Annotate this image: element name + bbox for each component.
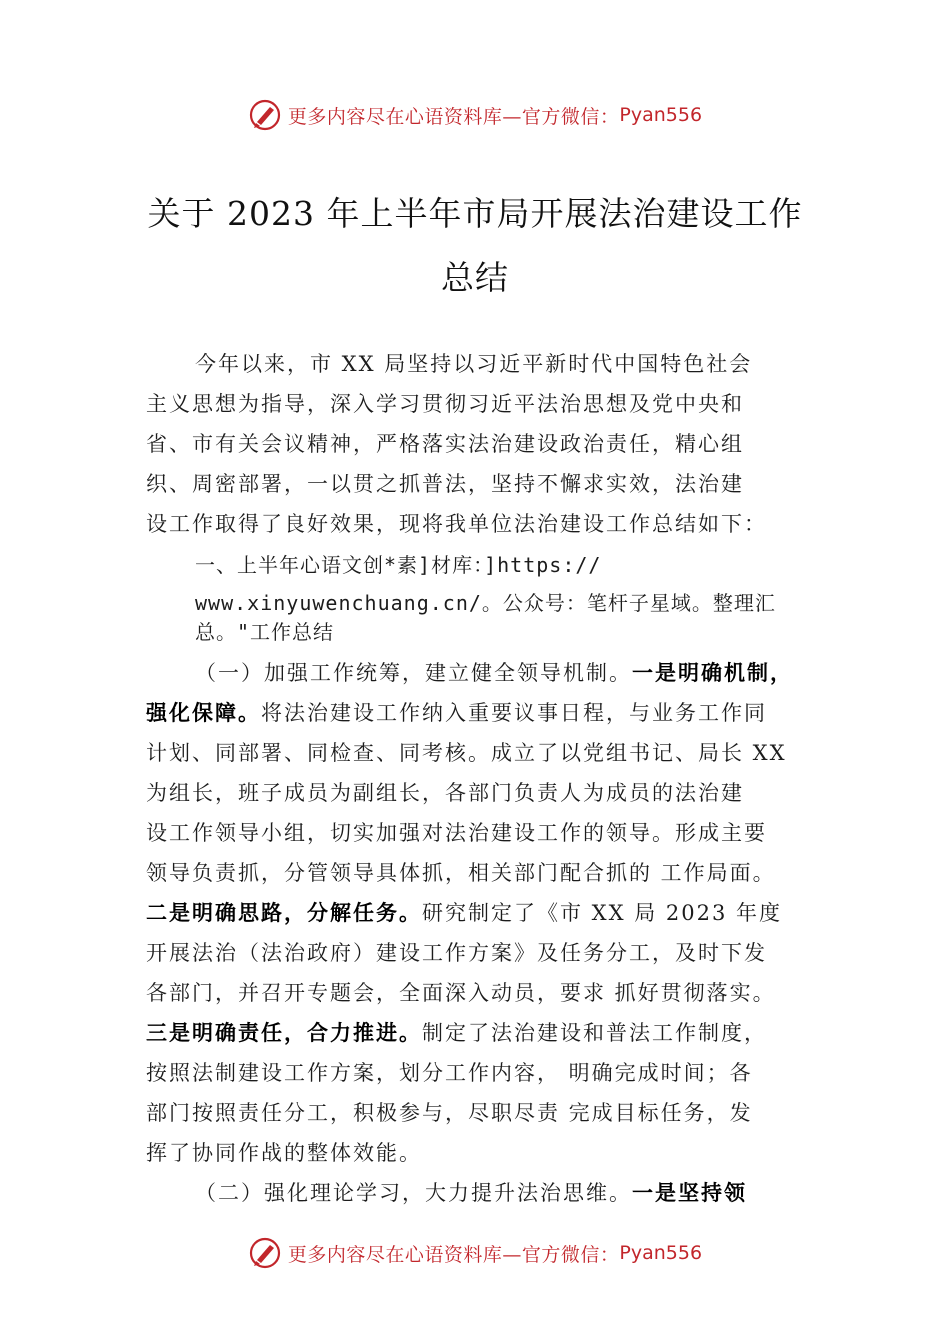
bold-lead-text: 三是明确责任，合力推进。 <box>146 1020 422 1045</box>
banner-text: 更多内容尽在心语资料库—官方微信： <box>287 105 620 128</box>
section-heading-line: www.xinyuwenchuang.cn/。公众号：笔杆子星域。整理汇 <box>195 591 776 615</box>
paragraph-line: 计划、同部署、同检查、同考核。成立了以党组书记、局长 XX <box>146 741 787 765</box>
banner-wechat-id: Pyan556 <box>619 1242 703 1264</box>
banner-text: 更多内容尽在心语资料库—官方微信： <box>287 1243 620 1266</box>
paragraph-line: 领导负责抓，分管领导具体抓，相关部门配合抓的 工作局面。 <box>146 861 776 885</box>
bold-lead-text: 强化保障。 <box>146 700 261 725</box>
paragraph-line: 按照法制建设工作方案，划分工作内容， 明确完成时间；各 <box>146 1061 753 1085</box>
paragraph-line: 开展法治（法治政府）建设工作方案》及任务分工，及时下发 <box>146 941 767 965</box>
paragraph-line: 设工作领导小组，切实加强对法治建设工作的领导。形成主要 <box>146 821 767 845</box>
paragraph-line <box>146 893 782 933</box>
paragraph-line: 部门按照责任分工，积极参与，尽职尽责 完成目标任务，发 <box>146 1101 753 1125</box>
paragraph-line <box>146 693 767 733</box>
header-watermark-banner <box>0 95 950 135</box>
body-text: 将法治建设工作纳入重要议事日程，与业务工作同 <box>261 701 767 725</box>
paragraph-line: 织、周密部署，一以贯之抓普法，坚持不懈求实效，法治建 <box>146 472 744 496</box>
document-title-line1: 关于 2023 年上半年市局开展法治建设工作 <box>147 194 803 233</box>
bold-lead-text: 二是明确思路，分解任务。 <box>146 900 422 925</box>
subheading-text: （二）强化理论学习，大力提升法治思维。 <box>195 1181 632 1205</box>
document-title-line2: 总结 <box>441 258 509 297</box>
bold-lead-text: 一是坚持领 <box>632 1180 747 1205</box>
brush-logo-icon <box>248 98 282 132</box>
body-text: 制定了法治建设和普法工作制度， <box>422 1021 767 1045</box>
paragraph-line: 今年以来，市 XX 局坚持以习近平新时代中国特色社会 <box>195 352 753 376</box>
body-text: 研究制定了《市 XX 局 2023 年度 <box>422 901 783 925</box>
paragraph-line: 设工作取得了良好效果，现将我单位法治建设工作总结如下： <box>146 512 767 536</box>
paragraph-line: 主义思想为指导，深入学习贯彻习近平法治思想及党中央和 <box>146 392 744 416</box>
paragraph-line: 为组长，班子成员为副组长，各部门负责人为成员的法治建 <box>146 781 744 805</box>
paragraph-line: 挥了协同作战的整体效能。 <box>146 1141 422 1165</box>
brush-logo-icon <box>248 1236 282 1270</box>
paragraph-line <box>195 1173 747 1213</box>
paragraph-line: 省、市有关会议精神，严格落实法治建设政治责任，精心组 <box>146 432 744 456</box>
section-heading-line: 总。"工作总结 <box>195 620 335 644</box>
banner-wechat-id: Pyan556 <box>619 104 703 126</box>
bold-lead-text: 一是明确机制， <box>632 660 793 685</box>
footer-watermark-banner <box>0 1233 950 1273</box>
paragraph-line: 各部门，并召开专题会，全面深入动员，要求 抓好贯彻落实。 <box>146 981 776 1005</box>
section-heading-line: 一、上半年心语文创*素]材库：]https:// <box>195 553 602 577</box>
paragraph-line <box>195 653 793 693</box>
paragraph-line <box>146 1013 767 1053</box>
subheading-text: （一）加强工作统筹，建立健全领导机制。 <box>195 661 632 685</box>
